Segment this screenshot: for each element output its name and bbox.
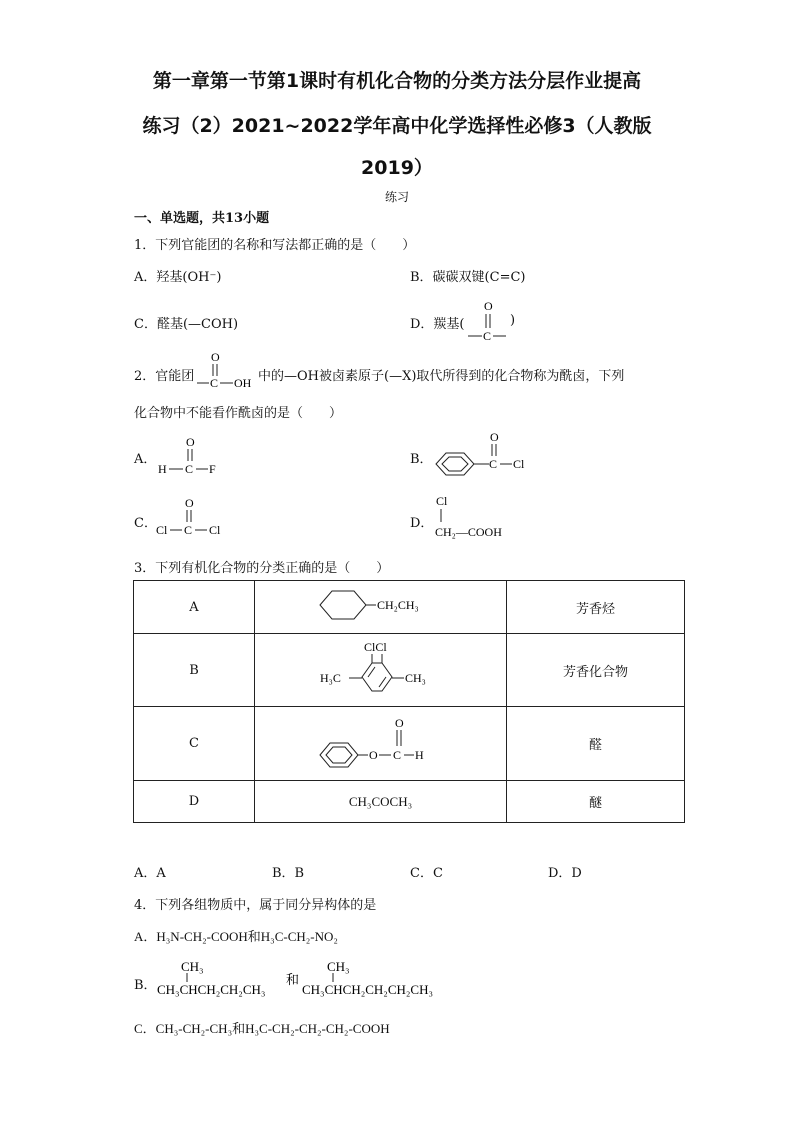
document-subtitle: 练习 — [384, 190, 409, 204]
atom-c: C — [185, 462, 194, 476]
table-row — [134, 634, 685, 707]
q1-option-d-prefix: D．羰基( — [410, 317, 465, 332]
group-oh: OH — [234, 376, 252, 390]
atom-o: O — [185, 496, 194, 510]
chain-right: CH₃CHCH₂CH₂CH₂CH₃ — [302, 982, 434, 997]
section-heading: 一、单选题，共13小题 — [134, 211, 270, 226]
class-cell: 芳香化合物 — [507, 634, 685, 707]
formula-cell: CH₃COCH₃ — [255, 781, 507, 823]
class-cell: 芳香烃 — [507, 581, 685, 634]
dichloro-dimethyl-ring-structure — [316, 637, 446, 699]
q1-option-d-suffix: ) — [510, 313, 516, 328]
table-row — [134, 581, 685, 634]
chain-left: CH₃CHCH₂CH₂CH₃ — [157, 982, 266, 997]
and-word: 和 — [286, 972, 300, 987]
q2-option-a-label: A． — [134, 452, 157, 467]
group-methyl-left: H₃C — [319, 671, 341, 685]
group-ethyl: CH₂CH₃ — [376, 598, 419, 612]
row-label: B — [134, 634, 255, 707]
branch-methyl-left: CH₃ — [181, 959, 204, 974]
question-2-stem-suffix: 中的—OH被卤素原子(—X)取代所得到的化合物称为酰卤，下列 — [258, 369, 625, 384]
document-title-line-2: 练习（2）2021~2022学年高中化学选择性必修3（人教版 — [142, 115, 652, 137]
structure-cell — [255, 634, 507, 707]
branch-methyl-right: CH₃ — [327, 959, 350, 974]
group-clcl: ClCl — [363, 640, 387, 654]
carboxyl-structure — [197, 348, 259, 390]
row-label: C — [134, 707, 255, 781]
atom-o: O — [484, 299, 493, 313]
table-row — [134, 707, 685, 781]
q2-option-b-label: B． — [410, 452, 433, 467]
class-cell: 醛 — [507, 707, 685, 781]
chain-ch2-cooh: CH₂—COOH — [435, 525, 502, 539]
classification-table — [133, 580, 685, 823]
q1-option-a: A．羟基(OH⁻) — [134, 270, 222, 285]
isomer-pair-structures — [155, 956, 455, 1000]
atom-cl: Cl — [436, 494, 448, 508]
structure-cell — [255, 707, 507, 781]
atom-c: C — [210, 376, 219, 390]
q4-option-a: A．H₃N-CH₂-COOH和H₃C-CH₂-NO₂ — [134, 929, 338, 944]
table-row — [134, 781, 685, 823]
q1-option-c: C．醛基(—COH) — [134, 317, 239, 332]
group-methyl-right: CH₃ — [404, 671, 426, 685]
atom-o: O — [394, 715, 404, 730]
question-2-stem-line-2: 化合物中不能看作酰卤的是（ ） — [134, 406, 343, 421]
atom-c: C — [184, 523, 193, 537]
structure-cell — [255, 581, 507, 634]
ethylcyclohexane-structure — [316, 585, 446, 625]
q2-option-c-label: C． — [134, 516, 157, 531]
q3-choice-b: B．B — [272, 866, 305, 881]
q1-option-b: B．碳碳双键(C=C) — [410, 270, 526, 285]
chloroacetic-acid-structure — [432, 492, 532, 540]
question-2-stem-prefix: 2．官能团 — [134, 369, 195, 384]
q4-option-c: C．CH₃-CH₂-CH₃和H₃C-CH₂-CH₂-CH₂-COOH — [134, 1021, 390, 1036]
question-3-stem: 3．下列有机化合物的分类正确的是（ ） — [134, 561, 390, 576]
atom-c: C — [483, 329, 492, 343]
q4-option-b-label: B． — [134, 978, 157, 993]
atom-h: H — [414, 747, 424, 762]
q3-choice-d: D．D — [548, 866, 582, 881]
q2-option-d-label: D． — [410, 516, 434, 531]
carbonyl-structure — [466, 296, 512, 344]
atom-c: C — [392, 747, 401, 762]
q3-choice-a: A．A — [134, 866, 166, 881]
atom-cl: Cl — [209, 523, 221, 537]
atom-o: O — [211, 350, 220, 364]
question-1-stem: 1．下列官能团的名称和写法都正确的是（ ） — [134, 238, 416, 253]
atom-f: F — [209, 462, 216, 476]
document-title-line-1: 第一章第一节第1课时有机化合物的分类方法分层作业提高 — [152, 70, 642, 92]
row-label: A — [134, 581, 255, 634]
atom-c: C — [489, 457, 498, 471]
atom-h: H — [158, 462, 167, 476]
atom-cl: Cl — [156, 523, 168, 537]
atom-o: O — [186, 435, 195, 449]
phenyl-formate-structure — [316, 711, 446, 773]
q3-choice-c: C．C — [410, 866, 443, 881]
class-cell: 醚 — [507, 781, 685, 823]
atom-cl: Cl — [513, 457, 525, 471]
question-4-stem: 4．下列各组物质中，属于同分异构体的是 — [134, 898, 377, 913]
acyl-fluoride-structure — [156, 430, 226, 478]
row-label: D — [134, 781, 255, 823]
benzoyl-chloride-structure — [432, 426, 532, 478]
atom-o: O — [368, 747, 378, 762]
phosgene-structure — [156, 494, 236, 538]
atom-o: O — [490, 430, 499, 444]
document-title-line-3: 2019） — [361, 157, 433, 179]
